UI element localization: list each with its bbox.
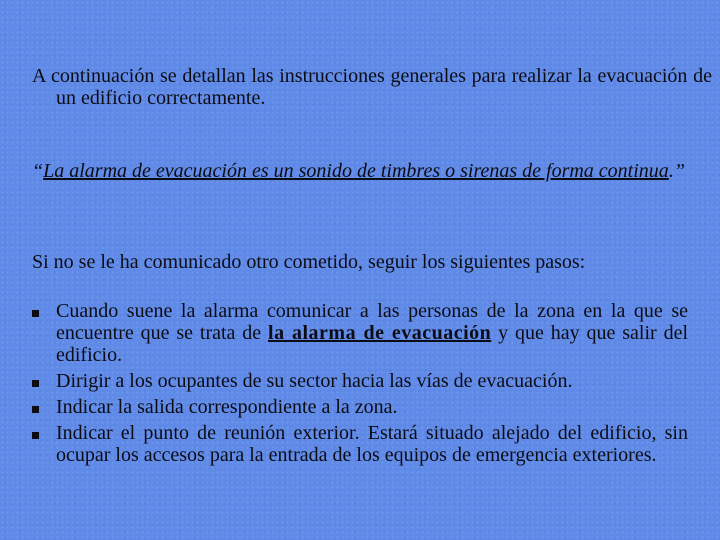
step-4-text: Indicar el punto de reunión exterior. Estará situado alejado del edificio, sin ocupar los accesos para la entrada de los equipos de emergencia exteriores. bbox=[56, 422, 688, 466]
square-bullet-icon bbox=[32, 310, 39, 317]
step-3-text: Indicar la salida correspondiente a la zona. bbox=[56, 396, 398, 418]
square-bullet-icon bbox=[32, 432, 39, 439]
list-item bbox=[32, 396, 688, 418]
square-bullet-icon bbox=[32, 380, 39, 387]
alarm-definition-text: La alarma de evacuación es un sonido de timbres o sirenas de forma continua bbox=[43, 160, 669, 182]
list-item bbox=[32, 300, 688, 366]
square-bullet-icon bbox=[32, 406, 39, 413]
list-item bbox=[32, 370, 688, 392]
steps-list bbox=[32, 300, 688, 470]
step-1-highlight: la alarma de evacuación bbox=[268, 322, 492, 344]
intro-paragraph: A continuación se detallan las instrucciones generales para realizar la evacuación de un edificio correctamente. bbox=[32, 65, 712, 109]
open-quote: “ bbox=[32, 160, 44, 182]
step-1-text-after: y que hay que salir del edificio. bbox=[56, 322, 689, 366]
close-quote: .” bbox=[668, 160, 685, 182]
alarm-definition-quote bbox=[32, 160, 712, 182]
list-item bbox=[32, 422, 688, 466]
step-2-text: Dirigir a los ocupantes de su sector hacia las vías de evacuación. bbox=[56, 370, 573, 392]
steps-intro: Si no se le ha comunicado otro cometido, seguir los siguientes pasos: bbox=[32, 251, 586, 273]
step-1-text-before: Cuando suene la alarma comunicar a las personas de la zona en la que se encuentre que se trata de bbox=[56, 300, 688, 344]
